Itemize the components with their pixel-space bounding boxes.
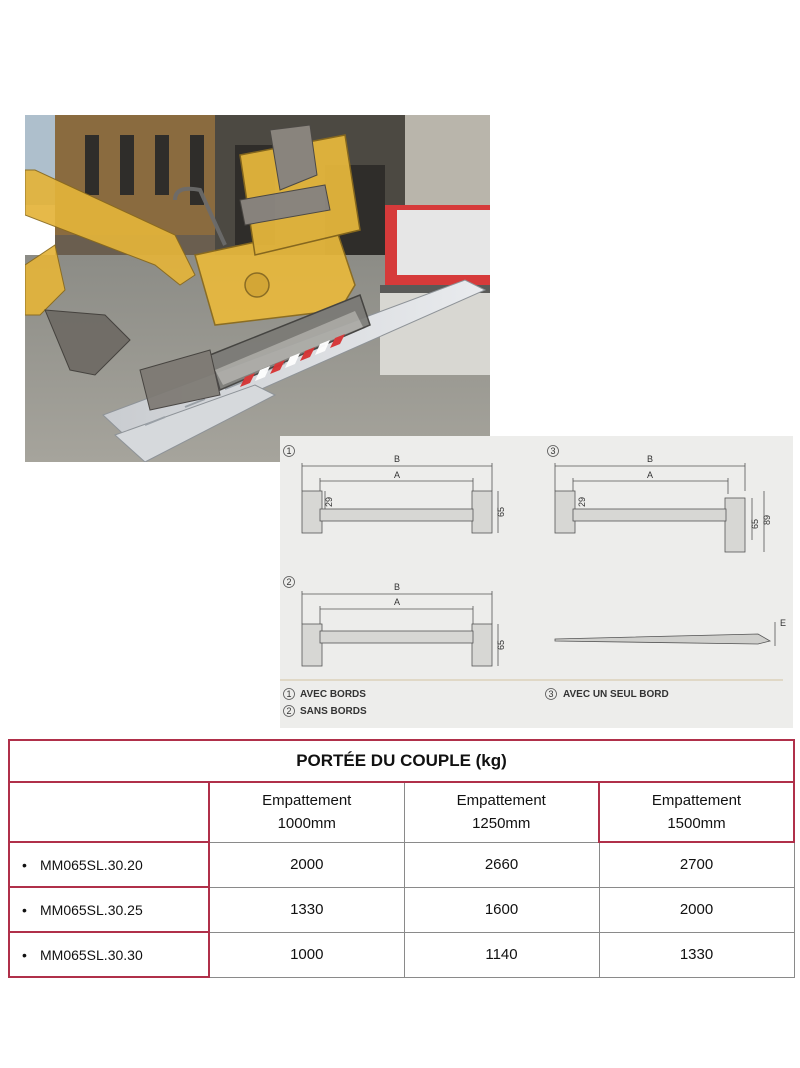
column-header-line1: Empattement [262, 792, 352, 810]
value-cell: 2000 [209, 842, 404, 887]
table-row [9, 932, 794, 977]
column-header-line2: 1000mm [277, 815, 336, 833]
bullet-icon: • [22, 901, 27, 918]
model-name: MM065SL.30.30 [40, 946, 143, 963]
dim-label-a: A [393, 470, 401, 480]
view-number-1: 1 [286, 446, 292, 456]
table-row [9, 842, 794, 887]
dim-label-b: B [393, 582, 401, 592]
technical-drawing [280, 436, 793, 728]
model-cell [9, 887, 209, 932]
view-number-3: 3 [550, 446, 556, 456]
column-header-line2: 1500mm [667, 815, 726, 832]
dim-label-height: 65 [750, 518, 760, 530]
column-header-line2: 1250mm [472, 815, 531, 833]
column-header-line1: Empattement [651, 792, 742, 809]
model-cell [9, 932, 209, 977]
model-name: MM065SL.30.20 [40, 856, 143, 873]
value-cell: 2660 [404, 842, 599, 887]
value-cell: 2700 [599, 842, 794, 887]
table-title: PORTÉE DU COUPLE (kg) [9, 740, 794, 782]
value-cell: 1000 [209, 932, 404, 977]
column-header [209, 782, 404, 842]
dim-label-b: B [393, 454, 401, 464]
bullet-icon: • [22, 856, 27, 873]
dim-label-flange: 29 [324, 496, 334, 508]
table-corner-cell [9, 782, 209, 842]
model-name: MM065SL.30.25 [40, 901, 143, 918]
value-cell: 1330 [599, 932, 794, 977]
dim-label-a: A [393, 597, 401, 607]
dim-label-thickness: E [780, 618, 787, 628]
column-header-line1: Empattement [456, 792, 546, 810]
product-photo [25, 115, 490, 462]
legend-number-3: 3 [548, 689, 554, 699]
column-header [404, 782, 599, 842]
view-number-2: 2 [286, 577, 292, 587]
bullet-icon: • [22, 946, 27, 963]
dim-label-b: B [646, 454, 654, 464]
legend-number-2: 2 [286, 706, 292, 716]
load-capacity-table [8, 739, 795, 978]
model-cell [9, 842, 209, 887]
value-cell: 2000 [599, 887, 794, 932]
legend-number-1: 1 [286, 689, 292, 699]
value-cell: 1330 [209, 887, 404, 932]
legend-label-1: AVEC BORDS [300, 689, 366, 700]
value-cell: 1600 [404, 887, 599, 932]
dim-label-a: A [646, 470, 654, 480]
table-row [9, 887, 794, 932]
column-header [599, 782, 794, 842]
dim-label-height: 65 [496, 506, 506, 518]
dim-label-total: 89 [762, 514, 772, 526]
value-cell: 1140 [404, 932, 599, 977]
dim-label-height: 65 [496, 639, 506, 651]
dim-label-flange: 29 [577, 496, 587, 508]
legend-label-3: AVEC UN SEUL BORD [563, 689, 669, 700]
legend-label-2: SANS BORDS [300, 706, 367, 717]
